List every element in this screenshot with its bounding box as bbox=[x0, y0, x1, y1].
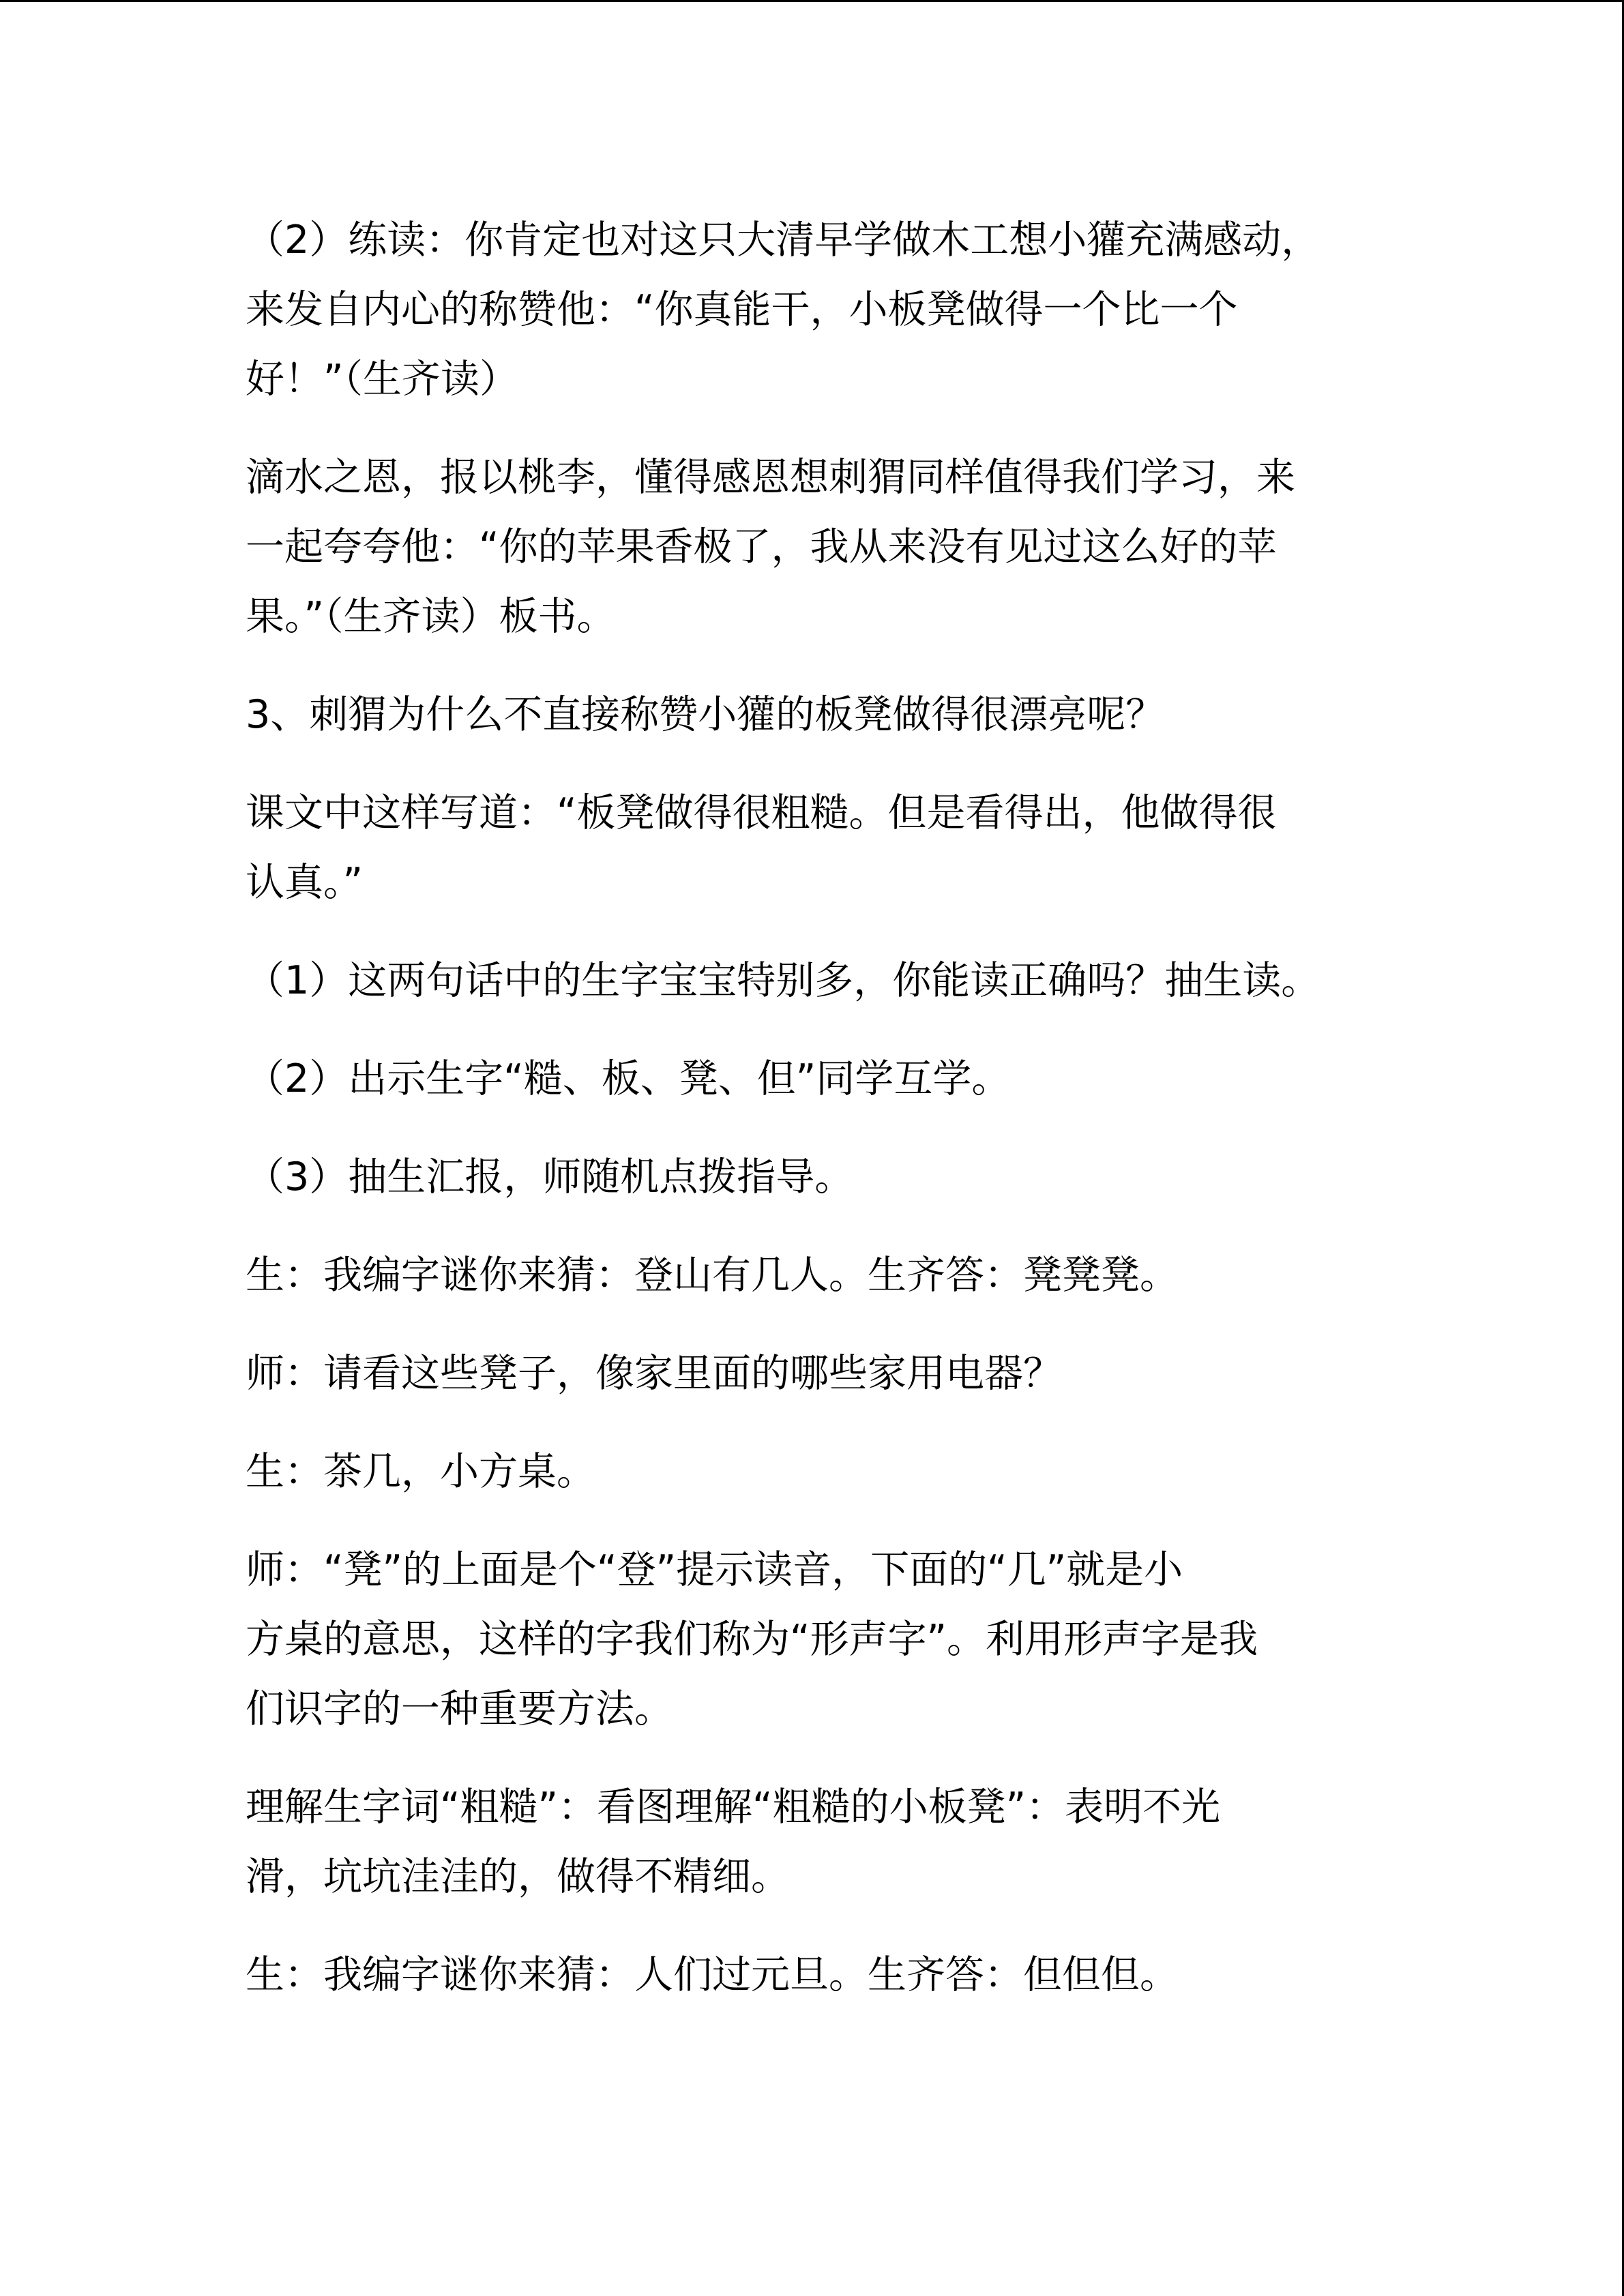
paragraph-gratitude: 滴水之恩，报以桃李，懂得感恩想刺猬同样值得我们学习，来 一起夸夸他：“你的苹果香极了，我从来没有见过这么好的苹 果。”（生齐读）板书。 bbox=[246, 455, 1295, 639]
paragraph-step-2: （2）出示生字“糙、板、凳、但”同学互学。 bbox=[246, 1056, 1011, 1101]
paragraph-word-meaning: 理解生字词“粗糙”：看图理解“粗糙的小板凳”：表明不光 滑，坑坑洼洼的，做得不精细。 bbox=[246, 1785, 1221, 1899]
paragraph-riddle-2: 生：我编字谜你来猜：人们过元旦。生齐答：但但但。 bbox=[246, 1952, 1179, 1997]
paragraph-riddle-1: 生：我编字谜你来猜：登山有几人。生齐答：凳凳凳。 bbox=[246, 1253, 1179, 1298]
paragraph-text-quote: 课文中这样写道：“板凳做得很粗糙。但是看得出，他做得很 认真。” bbox=[246, 790, 1277, 905]
paragraph-step-3: （3）抽生汇报，师随机点拨指导。 bbox=[246, 1154, 854, 1199]
paragraph-phonetic-explanation: 师：“凳”的上面是个“登”提示读音，下面的“几”就是小 方桌的意思，这样的字我们称为“形声字”。利用形声字是我 们识字的一种重要方法。 bbox=[246, 1547, 1258, 1731]
paragraph-student-answer: 生：茶几，小方桌。 bbox=[246, 1449, 595, 1494]
paragraph-teacher-question: 师：请看这些凳子，像家里面的哪些家用电器？ bbox=[246, 1351, 1062, 1396]
document-body bbox=[246, 205, 1378, 2038]
paragraph-step-1: （1）这两句话中的生字宝宝特别多，你能读正确吗？抽生读。 bbox=[246, 958, 1320, 1003]
paragraph-practice-reading: （2）练读：你肯定也对这只大清早学做木工想小獾充满感动， 来发自内心的称赞他：“你真能干，小板凳做得一个比一个 好！”（生齐读） bbox=[246, 218, 1320, 402]
paragraph-question-3: 3、刺猬为什么不直接称赞小獾的板凳做得很漂亮呢？ bbox=[246, 692, 1165, 737]
